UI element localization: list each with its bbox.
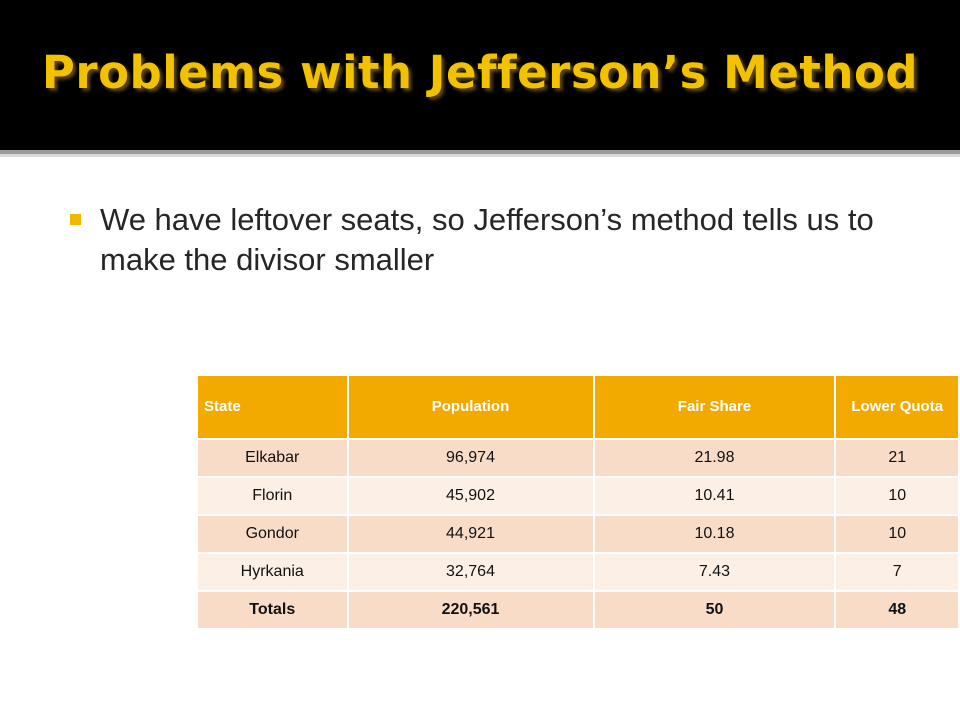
cell-fair-share: 7.43: [594, 553, 836, 591]
cell-lower-quota: 10: [835, 515, 959, 553]
header-population: Population: [348, 376, 594, 439]
table-header-row: [198, 376, 959, 439]
cell-lower-quota: 7: [835, 553, 959, 591]
cell-fair-share: 21.98: [594, 439, 836, 477]
bullet-square-icon: [70, 214, 81, 225]
table-row: [198, 439, 959, 477]
header-fair-share: Fair Share: [594, 376, 836, 439]
table-row: [198, 553, 959, 591]
cell-population: 44,921: [348, 515, 594, 553]
header-lower-quota: Lower Quota: [835, 376, 959, 439]
apportionment-table: [198, 376, 960, 628]
cell-totals-label: Totals: [198, 591, 348, 628]
header-state: State: [198, 376, 348, 439]
cell-population: 32,764: [348, 553, 594, 591]
table-row: [198, 477, 959, 515]
table-row: [198, 515, 959, 553]
cell-state: Hyrkania: [198, 553, 348, 591]
cell-state: Elkabar: [198, 439, 348, 477]
table-totals-row: [198, 591, 959, 628]
cell-total-population: 220,561: [348, 591, 594, 628]
slide-title: Problems with Jefferson’s Method: [41, 46, 919, 99]
bullet-text: We have leftover seats, so Jefferson’s method tells us to make the divisor smaller: [100, 202, 874, 277]
cell-state: Gondor: [198, 515, 348, 553]
cell-lower-quota: 10: [835, 477, 959, 515]
cell-state: Florin: [198, 477, 348, 515]
cell-population: 96,974: [348, 439, 594, 477]
cell-fair-share: 10.18: [594, 515, 836, 553]
cell-lower-quota: 21: [835, 439, 959, 477]
cell-fair-share: 10.41: [594, 477, 836, 515]
cell-total-fair-share: 50: [594, 591, 836, 628]
cell-total-lower-quota: 48: [835, 591, 959, 628]
cell-population: 45,902: [348, 477, 594, 515]
title-divider-light: [0, 154, 960, 157]
